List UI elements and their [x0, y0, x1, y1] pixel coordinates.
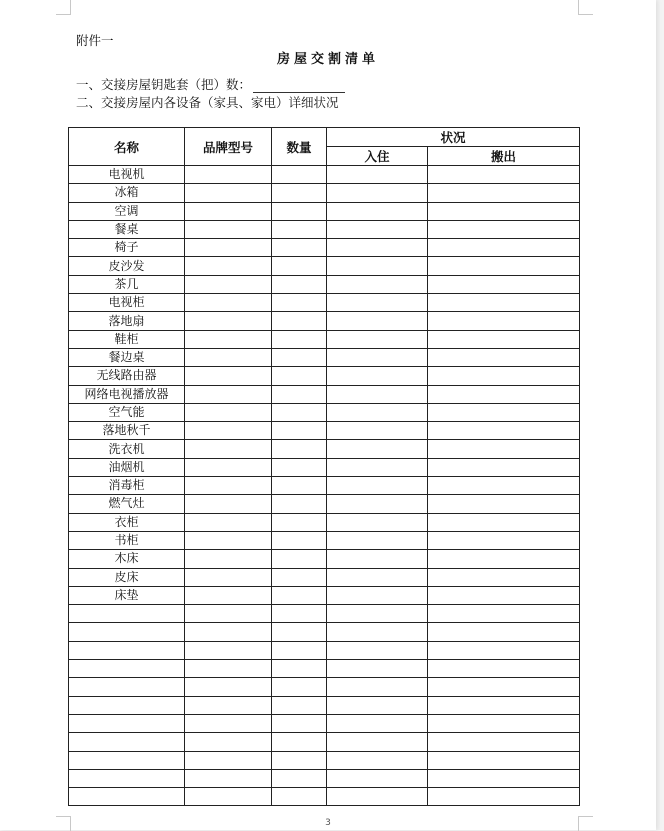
brand-cell: [185, 714, 272, 732]
quantity-cell: [272, 440, 327, 458]
table-row: [69, 513, 580, 531]
item-name-cell: 餐边桌: [69, 348, 185, 366]
quantity-cell: [272, 660, 327, 678]
move-in-cell: [327, 751, 428, 769]
quantity-cell: [272, 403, 327, 421]
item-name-cell: [69, 714, 185, 732]
move-in-cell: [327, 312, 428, 330]
move-in-cell: [327, 403, 428, 421]
brand-cell: [185, 403, 272, 421]
table-row: [69, 220, 580, 238]
brand-cell: [185, 312, 272, 330]
move-in-cell: [327, 458, 428, 476]
move-in-cell: [327, 294, 428, 312]
table-row: [69, 714, 580, 732]
brand-cell: [185, 330, 272, 348]
item-name-cell: 电视柜: [69, 294, 185, 312]
table-row: [69, 660, 580, 678]
table-row: [69, 550, 580, 568]
table-row: [69, 531, 580, 549]
move-out-cell: [428, 696, 580, 714]
brand-cell: [185, 257, 272, 275]
quantity-cell: [272, 605, 327, 623]
move-out-cell: [428, 458, 580, 476]
move-out-cell: [428, 660, 580, 678]
item-name-cell: 鞋柜: [69, 330, 185, 348]
move-out-cell: [428, 422, 580, 440]
move-in-cell: [327, 239, 428, 257]
table-row: [69, 586, 580, 604]
move-out-cell: [428, 605, 580, 623]
header-brand: 品牌型号: [185, 128, 272, 166]
quantity-cell: [272, 678, 327, 696]
table-row: [69, 348, 580, 366]
attachment-label: 附件一: [76, 33, 114, 48]
header-name: 名称: [69, 128, 185, 166]
quantity-cell: [272, 623, 327, 641]
quantity-cell: [272, 367, 327, 385]
header-move-in: 入住: [327, 147, 428, 166]
move-out-cell: [428, 220, 580, 238]
move-in-cell: [327, 495, 428, 513]
table-row: [69, 403, 580, 421]
brand-cell: [185, 184, 272, 202]
move-in-cell: [327, 550, 428, 568]
brand-cell: [185, 495, 272, 513]
item-name-cell: 空调: [69, 202, 185, 220]
move-in-cell: [327, 568, 428, 586]
table-row: [69, 605, 580, 623]
move-out-cell: [428, 586, 580, 604]
move-in-cell: [327, 220, 428, 238]
quantity-cell: [272, 275, 327, 293]
item-name-cell: 电视机: [69, 166, 185, 184]
quantity-cell: [272, 202, 327, 220]
move-in-cell: [327, 788, 428, 806]
table-row: [69, 788, 580, 806]
brand-cell: [185, 239, 272, 257]
move-out-cell: [428, 184, 580, 202]
item-name-cell: 网络电视播放器: [69, 385, 185, 403]
move-in-cell: [327, 477, 428, 495]
brand-cell: [185, 385, 272, 403]
header-move-out: 搬出: [428, 147, 580, 166]
item-name-cell: [69, 660, 185, 678]
item-name-cell: [69, 623, 185, 641]
brand-cell: [185, 660, 272, 678]
move-out-cell: [428, 513, 580, 531]
brand-cell: [185, 733, 272, 751]
move-out-cell: [428, 641, 580, 659]
table-row: [69, 623, 580, 641]
brand-cell: [185, 477, 272, 495]
table-row: [69, 239, 580, 257]
item-name-cell: 餐桌: [69, 220, 185, 238]
move-in-cell: [327, 769, 428, 787]
handover-table: [68, 127, 580, 806]
item-name-cell: 无线路由器: [69, 367, 185, 385]
brand-cell: [185, 568, 272, 586]
quantity-cell: [272, 696, 327, 714]
move-in-cell: [327, 714, 428, 732]
quantity-cell: [272, 586, 327, 604]
header-status: 状况: [327, 128, 580, 147]
brand-cell: [185, 751, 272, 769]
table-row: [69, 202, 580, 220]
move-in-cell: [327, 330, 428, 348]
move-out-cell: [428, 348, 580, 366]
quantity-cell: [272, 714, 327, 732]
move-in-cell: [327, 605, 428, 623]
item-name-cell: [69, 641, 185, 659]
table-row: [69, 440, 580, 458]
item-name-cell: 落地秋千: [69, 422, 185, 440]
quantity-cell: [272, 220, 327, 238]
item-name-cell: [69, 751, 185, 769]
key-count-blank: [253, 80, 345, 93]
brand-cell: [185, 641, 272, 659]
move-out-cell: [428, 550, 580, 568]
table-row: [69, 678, 580, 696]
move-in-cell: [327, 202, 428, 220]
table-row: [69, 257, 580, 275]
key-count-line: [76, 75, 345, 93]
move-out-cell: [428, 751, 580, 769]
quantity-cell: [272, 531, 327, 549]
item-name-cell: 床垫: [69, 586, 185, 604]
item-name-cell: 油烟机: [69, 458, 185, 476]
item-name-cell: 书柜: [69, 531, 185, 549]
table-row: [69, 458, 580, 476]
move-in-cell: [327, 166, 428, 184]
item-name-cell: [69, 769, 185, 787]
quantity-cell: [272, 513, 327, 531]
table-row: [69, 495, 580, 513]
move-in-cell: [327, 513, 428, 531]
quantity-cell: [272, 422, 327, 440]
quantity-cell: [272, 312, 327, 330]
crop-mark-top-left: [56, 0, 71, 15]
move-out-cell: [428, 367, 580, 385]
move-out-cell: [428, 568, 580, 586]
move-out-cell: [428, 294, 580, 312]
brand-cell: [185, 788, 272, 806]
brand-cell: [185, 220, 272, 238]
move-out-cell: [428, 312, 580, 330]
move-out-cell: [428, 239, 580, 257]
table-row: [69, 568, 580, 586]
table-row: [69, 422, 580, 440]
table-row: [69, 641, 580, 659]
brand-cell: [185, 348, 272, 366]
crop-mark-top-right: [578, 0, 593, 15]
move-in-cell: [327, 660, 428, 678]
brand-cell: [185, 275, 272, 293]
key-count-label: 一、交接房屋钥匙套（把）数：: [76, 77, 252, 92]
quantity-cell: [272, 733, 327, 751]
table-row: [69, 385, 580, 403]
item-name-cell: 冰箱: [69, 184, 185, 202]
item-name-cell: [69, 696, 185, 714]
table-row: [69, 330, 580, 348]
brand-cell: [185, 623, 272, 641]
quantity-cell: [272, 294, 327, 312]
brand-cell: [185, 769, 272, 787]
brand-cell: [185, 586, 272, 604]
move-in-cell: [327, 641, 428, 659]
quantity-cell: [272, 458, 327, 476]
table-body: [69, 166, 580, 806]
move-out-cell: [428, 733, 580, 751]
item-name-cell: 落地扇: [69, 312, 185, 330]
table-row: [69, 751, 580, 769]
quantity-cell: [272, 568, 327, 586]
move-out-cell: [428, 714, 580, 732]
move-out-cell: [428, 495, 580, 513]
move-out-cell: [428, 202, 580, 220]
brand-cell: [185, 202, 272, 220]
move-in-cell: [327, 385, 428, 403]
quantity-cell: [272, 348, 327, 366]
move-in-cell: [327, 184, 428, 202]
item-name-cell: [69, 788, 185, 806]
brand-cell: [185, 531, 272, 549]
brand-cell: [185, 513, 272, 531]
quantity-cell: [272, 184, 327, 202]
brand-cell: [185, 458, 272, 476]
brand-cell: [185, 678, 272, 696]
table-row: [69, 166, 580, 184]
item-name-cell: 茶几: [69, 275, 185, 293]
quantity-cell: [272, 495, 327, 513]
brand-cell: [185, 605, 272, 623]
brand-cell: [185, 294, 272, 312]
move-in-cell: [327, 678, 428, 696]
quantity-cell: [272, 385, 327, 403]
move-in-cell: [327, 440, 428, 458]
item-name-cell: 木床: [69, 550, 185, 568]
move-out-cell: [428, 531, 580, 549]
quantity-cell: [272, 330, 327, 348]
move-in-cell: [327, 586, 428, 604]
brand-cell: [185, 422, 272, 440]
move-in-cell: [327, 275, 428, 293]
table-row: [69, 312, 580, 330]
move-in-cell: [327, 531, 428, 549]
item-name-cell: [69, 605, 185, 623]
move-out-cell: [428, 385, 580, 403]
brand-cell: [185, 696, 272, 714]
item-name-cell: 洗衣机: [69, 440, 185, 458]
move-out-cell: [428, 769, 580, 787]
move-out-cell: [428, 257, 580, 275]
brand-cell: [185, 166, 272, 184]
move-in-cell: [327, 623, 428, 641]
header-quantity: 数量: [272, 128, 327, 166]
item-name-cell: 空气能: [69, 403, 185, 421]
move-out-cell: [428, 788, 580, 806]
move-out-cell: [428, 166, 580, 184]
brand-cell: [185, 367, 272, 385]
brand-cell: [185, 550, 272, 568]
quantity-cell: [272, 166, 327, 184]
item-name-cell: 椅子: [69, 239, 185, 257]
item-name-cell: 皮沙发: [69, 257, 185, 275]
move-in-cell: [327, 257, 428, 275]
move-out-cell: [428, 275, 580, 293]
move-in-cell: [327, 422, 428, 440]
move-in-cell: [327, 348, 428, 366]
quantity-cell: [272, 751, 327, 769]
table-row: [69, 769, 580, 787]
item-name-cell: 消毒柜: [69, 477, 185, 495]
move-in-cell: [327, 367, 428, 385]
item-name-cell: 燃气灶: [69, 495, 185, 513]
document-title: 房屋交割清单: [276, 52, 379, 67]
table-row: [69, 733, 580, 751]
move-out-cell: [428, 330, 580, 348]
move-out-cell: [428, 440, 580, 458]
table-row: [69, 367, 580, 385]
table-row: [69, 696, 580, 714]
item-name-cell: [69, 733, 185, 751]
quantity-cell: [272, 239, 327, 257]
item-name-cell: 衣柜: [69, 513, 185, 531]
equipment-status-line: 二、交接房屋内各设备（家具、家电）详细状况: [76, 95, 339, 110]
table-row: [69, 294, 580, 312]
table-row: [69, 477, 580, 495]
table-row: [69, 275, 580, 293]
move-out-cell: [428, 403, 580, 421]
quantity-cell: [272, 257, 327, 275]
quantity-cell: [272, 769, 327, 787]
move-out-cell: [428, 623, 580, 641]
table-row: [69, 184, 580, 202]
page-number: 3: [325, 818, 331, 828]
move-out-cell: [428, 678, 580, 696]
quantity-cell: [272, 550, 327, 568]
move-out-cell: [428, 477, 580, 495]
brand-cell: [185, 440, 272, 458]
quantity-cell: [272, 788, 327, 806]
move-in-cell: [327, 696, 428, 714]
item-name-cell: 皮床: [69, 568, 185, 586]
item-name-cell: [69, 678, 185, 696]
move-in-cell: [327, 733, 428, 751]
quantity-cell: [272, 641, 327, 659]
quantity-cell: [272, 477, 327, 495]
